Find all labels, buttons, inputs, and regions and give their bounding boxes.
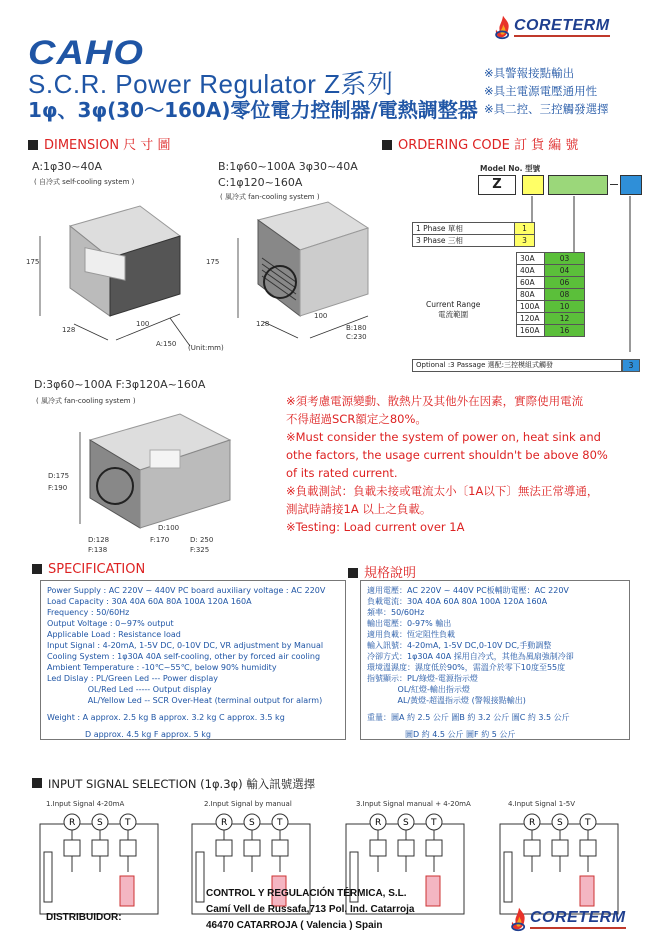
table-row: 40A 04 (517, 265, 585, 277)
table-row: 120A 12 (517, 313, 585, 325)
warning-line: othe factors, the usage current shouldn't be above 80% (286, 448, 608, 462)
model-option-box (620, 175, 642, 195)
warning-line: ※Testing: Load current over 1A (286, 520, 465, 534)
note-item: ※具二控、三控觸發選擇 (484, 102, 609, 116)
unit-note: (Unit:mm) (188, 344, 224, 352)
model-no-label: Model No. 型號 (480, 164, 541, 173)
dimension-heading: DIMENSION 尺 寸 圖 (28, 134, 170, 153)
spec-zh-heading: 規格說明 (348, 562, 416, 581)
title-en: S.C.R. Power Regulator Z系列 (28, 69, 394, 99)
table-row: 3 Phase 三相 3 (413, 235, 535, 247)
company-address: Camí Vell de Russafa,713 Pol. Ind. Catarroja (206, 904, 415, 915)
dim-d-depth: D:100 (158, 524, 180, 532)
dim-f-length: F:325 (190, 546, 210, 554)
dim-df-cooling: ( 風冷式 fan-cooling system ) (36, 397, 136, 405)
model-phase-box (522, 175, 544, 195)
company-name: CONTROL Y REGULACIÓN TÉRMICA, S.L. (206, 888, 407, 899)
diagram-title: 1.Input Signal 4-20mA (46, 800, 125, 808)
dim-f-depth: F:170 (150, 536, 170, 544)
table-row: 160A 16 (517, 325, 585, 337)
svg-text:S: S (97, 818, 103, 828)
dim-f-height: F:190 (48, 484, 68, 492)
title-zh: 1φ、3φ(30～160A)零位電力控制器/電熱調整器 (28, 98, 478, 122)
dim-a-height: 175 (26, 258, 40, 266)
dim-b-height: 175 (206, 258, 220, 266)
device-a-image (30, 196, 210, 356)
optional-code: 3 (622, 359, 640, 372)
dim-bc-cooling: ( 風冷式 fan-cooling system ) (220, 193, 320, 201)
current-range-label: Current Range 電流範圍 (426, 300, 481, 319)
diagram-title: 4.Input Signal 1-5V (508, 800, 575, 808)
coreterm-logo-top (492, 14, 610, 40)
diagram-title: 3.Input Signal manual + 4-20mA (356, 800, 471, 808)
dim-a-label: A:1φ30~40A (32, 160, 103, 173)
dim-c-length: C:230 (346, 333, 367, 341)
table-row: 1 Phase 單相 1 (413, 223, 535, 235)
warning-line: 測試時請接1A 以上之負載。 (286, 502, 432, 516)
dim-b-label: B:1φ60~100A 3φ30~40A (218, 160, 358, 173)
model-dash (610, 184, 618, 185)
spec-zh-box: 適用電壓：AC 220V ~ 440V PC板輔助電壓：AC 220V 負載電流：30A 40A 60A 80A 100A 120A 160A 頻率：50/60Hz 輸出電壓：0-97% 輸出 適用負載：恆定阻性負載 輸入訊號：4-20mA, 1-5V DC,0-10V DC,手動調整 冷卻方式：1φ30A 40A 採用自冷式，其他為風扇強制冷卻 環境溫濕度：濕度低於90%，需溫介於零下10度至55度 指號顯示：PL/綠燈-電源指示燈 OL/紅燈-輸出指示燈 AL/黃燈-超溫指示燈 (警報接點輸出) 重量：圖A 約 2.5 公斤 圖B 約 3.2 公斤 圖C 約 3.5 公斤 圖D 約 4.5 公斤 圖F 約 5 公斤 (360, 580, 630, 740)
dim-a-cooling: ( 自冷式 self-cooling system ) (34, 178, 135, 186)
dim-a-depth: 100 (136, 320, 150, 328)
dim-d-height: D:175 (48, 472, 70, 480)
dim-b-width: 128 (256, 320, 270, 328)
feature-notes (484, 64, 609, 118)
warning-line: 不得超過SCR額定之80%。 (286, 412, 427, 426)
ordering-heading: ORDERING CODE 訂 貨 編 號 (382, 134, 578, 153)
input-heading: INPUT SIGNAL SELECTION (1φ.3φ) 輸入訊號選擇 (32, 776, 315, 792)
model-current-box (548, 175, 608, 195)
warnings-block (286, 392, 658, 536)
optional-row: Optional :3 Passage 選配:三控模組式觸發 (412, 359, 622, 372)
dim-b-depth: 100 (314, 312, 328, 320)
caho-logo: CAHO (28, 34, 144, 72)
warning-line: ※負載測試：負載未接或電流太小〔1A以下〕無法正常導通， (286, 484, 599, 498)
model-z-box: Z (478, 175, 516, 195)
dim-df-label: D:3φ60~100A F:3φ120A~160A (34, 378, 206, 391)
dim-a-width: 128 (62, 326, 76, 334)
diagram-title: 2.Input Signal by manual (204, 800, 292, 808)
table-row: 30A 03 (517, 253, 585, 265)
company-city: 46470 CATARROJA ( Valencia ) Spain (206, 920, 383, 931)
coreterm-text: CORETERM (530, 909, 626, 929)
dim-f-width: F:138 (88, 546, 108, 554)
warning-line: of its rated current. (286, 466, 398, 480)
dim-d-length: D: 250 (190, 536, 214, 544)
dim-c-label: C:1φ120~160A (218, 176, 303, 189)
note-item: ※具警報接點輸出 (484, 66, 575, 80)
table-row: 100A 10 (517, 301, 585, 313)
coreterm-text: CORETERM (514, 17, 610, 37)
ordering-table (412, 222, 535, 247)
dim-d-width: D:128 (88, 536, 110, 544)
coreterm-logo-bottom (508, 906, 626, 932)
dim-b-length: B:180 (346, 324, 367, 332)
svg-text:T: T (125, 818, 131, 828)
warning-line: ※須考慮電源變動、散熱片及其他外在因素，實際使用電流 (286, 394, 584, 408)
flame-icon (508, 906, 530, 932)
table-row: 80A 08 (517, 289, 585, 301)
note-item: ※具主電源電壓通用性 (484, 84, 598, 98)
dim-a-length: A:150 (156, 340, 177, 348)
spec-heading: SPECIFICATION (32, 562, 145, 577)
svg-text:R: R (69, 818, 76, 828)
flame-icon (492, 14, 514, 40)
spec-box: Power Supply : AC 220V ~ 440V PC board auxiliary voltage : AC 220V Load Capacity : 30A 40A 60A 80A 100A 120A 160A Frequency : 50/60Hz Output Voltage : 0~97% output Applicable Load : Resistance load Input Signal : 4-20mA, 1-5V DC, 0-10V DC, VR adjustment by Manual Cooling System : 1φ30A 40A self-cooling, other by forced air cooling Ambient Temperature : -10℃~55℃, below 90% humidity Led Dislay : PL/Green Led --- Power display OL/Red Led ----- Output display AL/Yellow Led -- SCR Over-Heat (terminal output for alarm) Weight : A approx. 2.5 kg B approx. 3.2 kg C approx. 3.5 kg D approx. 4.5 kg F approx. 5 kg (40, 580, 346, 740)
distribuidor-label: DISTRIBUIDOR: (46, 912, 122, 923)
current-table (516, 252, 585, 337)
warning-line: ※Must consider the system of power on, heat sink and (286, 430, 601, 444)
table-row: 60A 06 (517, 277, 585, 289)
